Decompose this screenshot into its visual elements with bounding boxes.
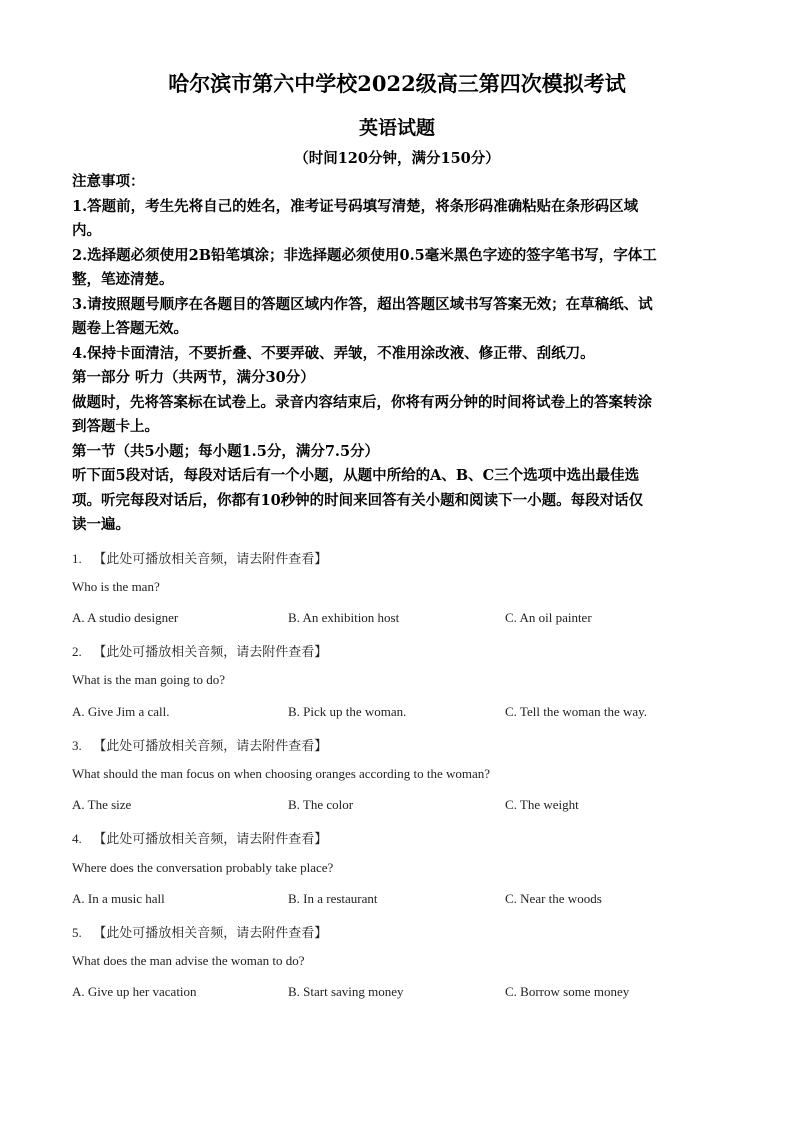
question-4-option-b[interactable]: B. In a restaurant xyxy=(288,891,378,906)
question-3-header xyxy=(72,735,732,754)
question-5-option-a[interactable]: A. Give up her vacation xyxy=(72,984,197,999)
question-4-option-c[interactable]: C. Near the woods xyxy=(505,891,602,906)
section-1-note-line-2: 项。听完每段对话后，你都有10秒钟的时间来回答有关小题和阅读下一小题。每段对话仅 xyxy=(72,491,644,509)
instruction-1-line-1: 1.答题前，考生先将自己的姓名，准考证号码填写清楚，将条形码准确粘贴在条形码区域 xyxy=(72,197,639,215)
part-1-note-line-2: 到答题卡上。 xyxy=(72,418,159,435)
section-1-note-line-3: 读一遍。 xyxy=(72,516,130,533)
question-number: 1. xyxy=(72,551,82,566)
question-3-option-c[interactable]: C. The weight xyxy=(505,797,579,812)
part-1-note-line-1: 做题时，先将答案标在试卷上。录音内容结束后，你将有两分钟的时间将试卷上的答案转涂 xyxy=(72,393,652,411)
question-5-text: What does the man advise the woman to do? xyxy=(72,953,305,968)
question-3-option-b[interactable]: B. The color xyxy=(288,797,354,812)
audio-note[interactable]: 【此处可播放相关音频，请去附件查看】 xyxy=(93,925,328,940)
question-number: 4. xyxy=(72,831,82,846)
instructions-heading: 注意事项： xyxy=(72,173,145,190)
audio-note[interactable]: 【此处可播放相关音频，请去附件查看】 xyxy=(93,644,328,659)
exam-title: 哈尔滨市第六中学校2022级高三第四次模拟考试 xyxy=(168,71,626,96)
question-4-text: Where does the conversation probably take place? xyxy=(72,860,334,875)
question-3-text: What should the man focus on when choosing oranges according to the woman? xyxy=(72,766,491,781)
exam-subject: 英语试题 xyxy=(358,117,435,139)
question-2-text: What is the man going to do? xyxy=(72,672,226,687)
question-2-header xyxy=(72,641,732,660)
question-5-header xyxy=(72,922,732,941)
audio-note[interactable]: 【此处可播放相关音频，请去附件查看】 xyxy=(93,738,328,753)
question-4-option-a[interactable]: A. In a music hall xyxy=(72,891,165,906)
question-1-text: Who is the man? xyxy=(72,579,160,594)
question-number: 5. xyxy=(72,925,82,940)
audio-note[interactable]: 【此处可播放相关音频，请去附件查看】 xyxy=(93,551,328,566)
question-number: 2. xyxy=(72,644,82,659)
instruction-3-line-2: 题卷上答题无效。 xyxy=(72,320,188,337)
instructions-block xyxy=(72,170,722,538)
time-note: （时间120分钟，满分150分） xyxy=(294,150,500,167)
part-1-heading: 第一部分 听力（共两节，满分30分） xyxy=(72,369,315,386)
section-1-heading: 第一节（共5小题；每小题1.5分，满分7.5分） xyxy=(72,442,380,460)
audio-note[interactable]: 【此处可播放相关音频，请去附件查看】 xyxy=(93,831,328,846)
question-5-option-b[interactable]: B. Start saving money xyxy=(288,984,404,999)
section-1-note-line-1: 听下面5段对话，每段对话后有一个小题，从题中所给的A、B、C三个选项中选出最佳选 xyxy=(72,467,640,484)
question-3-option-a[interactable]: A. The size xyxy=(72,797,132,812)
question-1-option-c[interactable]: C. An oil painter xyxy=(505,610,592,625)
question-2-option-c[interactable]: C. Tell the woman the way. xyxy=(505,704,648,719)
question-1-header xyxy=(72,548,732,567)
question-1-option-b[interactable]: B. An exhibition host xyxy=(288,610,400,625)
question-number: 3. xyxy=(72,738,82,753)
question-5-option-c[interactable]: C. Borrow some money xyxy=(505,984,630,999)
instruction-3-line-1: 3.请按照题号顺序在各题目的答题区域内作答，超出答题区域书写答案无效；在草稿纸、试 xyxy=(72,295,653,313)
question-2-option-b[interactable]: B. Pick up the woman. xyxy=(288,704,407,719)
question-2-option-a[interactable]: A. Give Jim a call. xyxy=(72,704,170,719)
instruction-2-line-1: 2.选择题必须使用2B铅笔填涂；非选择题必须使用0.5毫米黑色字迹的签字笔书写，字体工 xyxy=(72,246,657,264)
instruction-2-line-2: 整，笔迹清楚。 xyxy=(72,271,174,288)
question-4-header xyxy=(72,828,732,847)
instruction-1-line-2: 内。 xyxy=(72,222,101,239)
instruction-4: 4.保持卡面清洁，不要折叠、不要弄破、弄皱，不准用涂改液、修正带、刮纸刀。 xyxy=(72,344,595,362)
question-1-option-a[interactable]: A. A studio designer xyxy=(72,610,179,625)
